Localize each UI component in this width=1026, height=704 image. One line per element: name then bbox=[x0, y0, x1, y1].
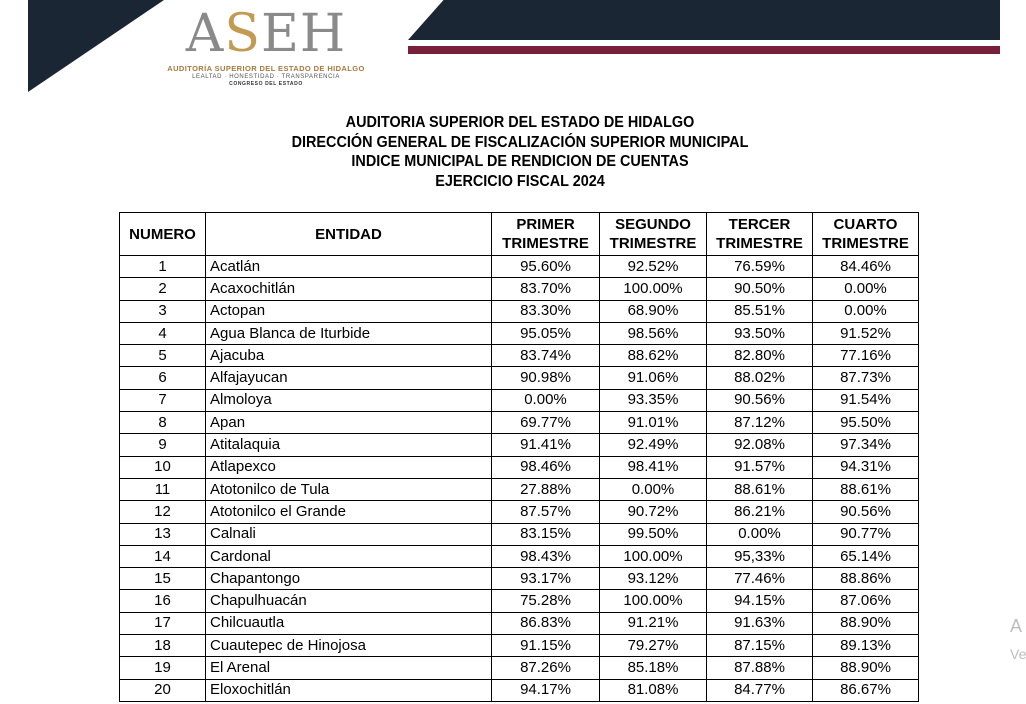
cell-segundo-trimestre: 91.21% bbox=[600, 612, 707, 634]
header-numero: NUMERO bbox=[120, 213, 206, 256]
cell-segundo-trimestre: 93.35% bbox=[600, 389, 707, 411]
cell-entidad: El Arenal bbox=[206, 657, 492, 679]
logo-line1: AUDITORÍA SUPERIOR DEL ESTADO DE HIDALGO bbox=[167, 64, 365, 73]
cell-tercer-trimestre: 86.21% bbox=[707, 501, 813, 523]
cell-primer-trimestre: 91.15% bbox=[492, 635, 600, 657]
cell-tercer-trimestre: 87.12% bbox=[707, 412, 813, 434]
table-body bbox=[120, 256, 919, 702]
cell-numero: 1 bbox=[120, 256, 206, 278]
logo-line3: CONGRESO DEL ESTADO bbox=[229, 81, 303, 87]
cell-numero: 6 bbox=[120, 367, 206, 389]
cell-segundo-trimestre: 100.00% bbox=[600, 590, 707, 612]
table-row bbox=[120, 679, 919, 701]
cell-numero: 19 bbox=[120, 657, 206, 679]
cell-entidad: Chilcuautla bbox=[206, 612, 492, 634]
cell-tercer-trimestre: 95,33% bbox=[707, 545, 813, 567]
cell-cuarto-trimestre: 89.13% bbox=[813, 635, 919, 657]
table-row bbox=[120, 389, 919, 411]
cell-numero: 18 bbox=[120, 635, 206, 657]
cell-numero: 20 bbox=[120, 679, 206, 701]
table-row bbox=[120, 612, 919, 634]
cell-primer-trimestre: 98.43% bbox=[492, 545, 600, 567]
cell-entidad: Almoloya bbox=[206, 389, 492, 411]
cell-numero: 17 bbox=[120, 612, 206, 634]
cell-numero: 2 bbox=[120, 278, 206, 300]
cell-segundo-trimestre: 98.56% bbox=[600, 322, 707, 344]
cell-tercer-trimestre: 90.56% bbox=[707, 389, 813, 411]
cell-primer-trimestre: 95.60% bbox=[492, 256, 600, 278]
cell-tercer-trimestre: 88.02% bbox=[707, 367, 813, 389]
table-row bbox=[120, 568, 919, 590]
cell-cuarto-trimestre: 91.52% bbox=[813, 322, 919, 344]
cell-numero: 15 bbox=[120, 568, 206, 590]
cell-segundo-trimestre: 88.62% bbox=[600, 345, 707, 367]
table-row bbox=[120, 657, 919, 679]
title-line-3: INDICE MUNICIPAL DE RENDICION DE CUENTAS bbox=[351, 153, 689, 170]
cell-tercer-trimestre: 76.59% bbox=[707, 256, 813, 278]
cell-entidad: Acaxochitlán bbox=[206, 278, 492, 300]
cell-numero: 9 bbox=[120, 434, 206, 456]
cell-cuarto-trimestre: 77.16% bbox=[813, 345, 919, 367]
cell-primer-trimestre: 27.88% bbox=[492, 478, 600, 500]
cell-primer-trimestre: 87.26% bbox=[492, 657, 600, 679]
table-row bbox=[120, 256, 919, 278]
cell-entidad: Chapulhuacán bbox=[206, 590, 492, 612]
cell-primer-trimestre: 83.70% bbox=[492, 278, 600, 300]
cell-tercer-trimestre: 77.46% bbox=[707, 568, 813, 590]
table-row bbox=[120, 635, 919, 657]
side-fragment-2: Ve bbox=[1010, 646, 1026, 662]
banner-right-dark-band bbox=[408, 0, 1000, 40]
header-entidad: ENTIDAD bbox=[206, 213, 492, 256]
logo-line2: LEALTAD · HONESTIDAD · TRANSPARENCIA bbox=[192, 74, 340, 80]
cell-cuarto-trimestre: 97.34% bbox=[813, 434, 919, 456]
table-row bbox=[120, 545, 919, 567]
cell-cuarto-trimestre: 90.56% bbox=[813, 501, 919, 523]
title-line-2: DIRECCIÓN GENERAL DE FISCALIZACIÓN SUPERIOR MUNICIPAL bbox=[291, 133, 749, 151]
cell-segundo-trimestre: 93.12% bbox=[600, 568, 707, 590]
table-row bbox=[120, 523, 919, 545]
table-row bbox=[120, 478, 919, 500]
cell-primer-trimestre: 94.17% bbox=[492, 679, 600, 701]
cell-cuarto-trimestre: 88.86% bbox=[813, 568, 919, 590]
cell-entidad: Ajacuba bbox=[206, 345, 492, 367]
table-row bbox=[120, 434, 919, 456]
cell-segundo-trimestre: 0.00% bbox=[600, 478, 707, 500]
cell-primer-trimestre: 83.15% bbox=[492, 523, 600, 545]
table-row bbox=[120, 590, 919, 612]
cell-entidad: Chapantongo bbox=[206, 568, 492, 590]
cell-primer-trimestre: 83.30% bbox=[492, 300, 600, 322]
table-header-row bbox=[120, 213, 919, 256]
cell-entidad: Atlapexco bbox=[206, 456, 492, 478]
side-fragment-1: A bbox=[1010, 616, 1023, 636]
cell-numero: 3 bbox=[120, 300, 206, 322]
cell-entidad: Actopan bbox=[206, 300, 492, 322]
cell-tercer-trimestre: 87.15% bbox=[707, 635, 813, 657]
logo-mark: ASEH bbox=[185, 4, 347, 64]
cell-cuarto-trimestre: 0.00% bbox=[813, 300, 919, 322]
cell-tercer-trimestre: 82.80% bbox=[707, 345, 813, 367]
cell-numero: 16 bbox=[120, 590, 206, 612]
cell-cuarto-trimestre: 88.61% bbox=[813, 478, 919, 500]
cell-cuarto-trimestre: 65.14% bbox=[813, 545, 919, 567]
cell-segundo-trimestre: 91.01% bbox=[600, 412, 707, 434]
cell-numero: 12 bbox=[120, 501, 206, 523]
cell-cuarto-trimestre: 90.77% bbox=[813, 523, 919, 545]
cell-numero: 14 bbox=[120, 545, 206, 567]
cell-numero: 8 bbox=[120, 412, 206, 434]
table-row bbox=[120, 456, 919, 478]
cell-tercer-trimestre: 91.57% bbox=[707, 456, 813, 478]
document-titles bbox=[120, 113, 920, 191]
cell-primer-trimestre: 83.74% bbox=[492, 345, 600, 367]
cell-numero: 5 bbox=[120, 345, 206, 367]
cell-primer-trimestre: 75.28% bbox=[492, 590, 600, 612]
cell-segundo-trimestre: 100.00% bbox=[600, 545, 707, 567]
banner-right-red-band bbox=[408, 46, 1000, 54]
cell-segundo-trimestre: 90.72% bbox=[600, 501, 707, 523]
cell-entidad: Atitalaquia bbox=[206, 434, 492, 456]
cell-cuarto-trimestre: 88.90% bbox=[813, 612, 919, 634]
table-row bbox=[120, 322, 919, 344]
table-row bbox=[120, 412, 919, 434]
cell-entidad: Acatlán bbox=[206, 256, 492, 278]
cell-cuarto-trimestre: 0.00% bbox=[813, 278, 919, 300]
cell-segundo-trimestre: 100.00% bbox=[600, 278, 707, 300]
cell-entidad: Calnali bbox=[206, 523, 492, 545]
cell-primer-trimestre: 87.57% bbox=[492, 501, 600, 523]
cell-primer-trimestre: 69.77% bbox=[492, 412, 600, 434]
rendicion-cuentas-table bbox=[119, 212, 919, 702]
header-tercer-trimestre: TERCER TRIMESTRE bbox=[707, 213, 813, 256]
header-segundo-trimestre: SEGUNDO TRIMESTRE bbox=[600, 213, 707, 256]
cell-tercer-trimestre: 88.61% bbox=[707, 478, 813, 500]
cell-tercer-trimestre: 93.50% bbox=[707, 322, 813, 344]
cell-tercer-trimestre: 85.51% bbox=[707, 300, 813, 322]
cell-primer-trimestre: 98.46% bbox=[492, 456, 600, 478]
cell-numero: 13 bbox=[120, 523, 206, 545]
table-row bbox=[120, 300, 919, 322]
cell-entidad: Cardonal bbox=[206, 545, 492, 567]
cell-entidad: Agua Blanca de Iturbide bbox=[206, 322, 492, 344]
cell-primer-trimestre: 90.98% bbox=[492, 367, 600, 389]
cell-tercer-trimestre: 91.63% bbox=[707, 612, 813, 634]
cell-segundo-trimestre: 81.08% bbox=[600, 679, 707, 701]
aseh-logo bbox=[156, 6, 376, 98]
cell-primer-trimestre: 95.05% bbox=[492, 322, 600, 344]
cell-cuarto-trimestre: 94.31% bbox=[813, 456, 919, 478]
cell-tercer-trimestre: 84.77% bbox=[707, 679, 813, 701]
cell-cuarto-trimestre: 95.50% bbox=[813, 412, 919, 434]
header-cuarto-trimestre: CUARTO TRIMESTRE bbox=[813, 213, 919, 256]
cell-segundo-trimestre: 85.18% bbox=[600, 657, 707, 679]
cell-entidad: Cuautepec de Hinojosa bbox=[206, 635, 492, 657]
cell-primer-trimestre: 86.83% bbox=[492, 612, 600, 634]
cell-numero: 4 bbox=[120, 322, 206, 344]
cell-entidad: Eloxochitlán bbox=[206, 679, 492, 701]
cell-tercer-trimestre: 92.08% bbox=[707, 434, 813, 456]
cell-numero: 10 bbox=[120, 456, 206, 478]
title-line-1: AUDITORIA SUPERIOR DEL ESTADO DE HIDALGO bbox=[345, 114, 695, 131]
cell-tercer-trimestre: 90.50% bbox=[707, 278, 813, 300]
cell-entidad: Apan bbox=[206, 412, 492, 434]
cell-tercer-trimestre: 94.15% bbox=[707, 590, 813, 612]
cell-cuarto-trimestre: 84.46% bbox=[813, 256, 919, 278]
cell-segundo-trimestre: 91.06% bbox=[600, 367, 707, 389]
cell-tercer-trimestre: 87.88% bbox=[707, 657, 813, 679]
cell-segundo-trimestre: 98.41% bbox=[600, 456, 707, 478]
cell-entidad: Alfajayucan bbox=[206, 367, 492, 389]
cell-entidad: Atotonilco de Tula bbox=[206, 478, 492, 500]
cell-cuarto-trimestre: 87.06% bbox=[813, 590, 919, 612]
cell-segundo-trimestre: 79.27% bbox=[600, 635, 707, 657]
header-primer-trimestre: PRIMER TRIMESTRE bbox=[492, 213, 600, 256]
cell-numero: 7 bbox=[120, 389, 206, 411]
cell-primer-trimestre: 93.17% bbox=[492, 568, 600, 590]
cell-primer-trimestre: 91.41% bbox=[492, 434, 600, 456]
cell-entidad: Atotonilco el Grande bbox=[206, 501, 492, 523]
cell-segundo-trimestre: 68.90% bbox=[600, 300, 707, 322]
cell-segundo-trimestre: 92.52% bbox=[600, 256, 707, 278]
cell-segundo-trimestre: 92.49% bbox=[600, 434, 707, 456]
cell-segundo-trimestre: 99.50% bbox=[600, 523, 707, 545]
cell-cuarto-trimestre: 87.73% bbox=[813, 367, 919, 389]
cell-cuarto-trimestre: 86.67% bbox=[813, 679, 919, 701]
table-row bbox=[120, 367, 919, 389]
cell-cuarto-trimestre: 91.54% bbox=[813, 389, 919, 411]
cell-tercer-trimestre: 0.00% bbox=[707, 523, 813, 545]
title-line-4: EJERCICIO FISCAL 2024 bbox=[435, 172, 605, 190]
cell-cuarto-trimestre: 88.90% bbox=[813, 657, 919, 679]
cell-primer-trimestre: 0.00% bbox=[492, 389, 600, 411]
banner-left-triangle bbox=[28, 0, 164, 92]
table-row bbox=[120, 501, 919, 523]
table-row bbox=[120, 345, 919, 367]
cell-numero: 11 bbox=[120, 478, 206, 500]
table-row bbox=[120, 278, 919, 300]
